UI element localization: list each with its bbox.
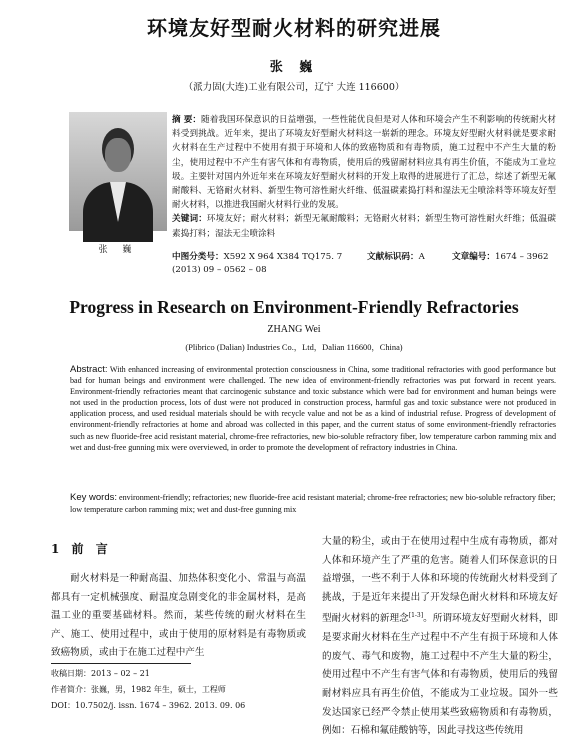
doc-code-row <box>367 250 425 262</box>
affiliation-en: (Plibrico (Dalian) Industries Co.，Ltd，Dalian 116600，China) <box>185 343 403 352</box>
keywords-en <box>70 492 556 515</box>
received-date: 收稿日期：2013 – 02 – 21 <box>51 669 150 678</box>
abstract-en <box>70 364 556 453</box>
abstract-cn-label: 摘 要： <box>172 115 202 125</box>
keywords-cn-text: 环境友好；耐火材料；新型无氟耐酸料；无铬耐火材料；新型生物可溶性耐火纤维；低温碳素捣打料；湿法无尘喷涂料 <box>172 214 556 239</box>
doc-code-label: 文献标识码： <box>367 252 419 262</box>
abstract-en-text: With enhanced increasing of environmental protection consciousness in China, some traditional refractories with good performance but bad for human beings and environment were challenged. The new idea of environment-friendly refractories was put forward in recent years. Environment-friendly refractories meant that carcinogenic substance and toxic substance which were bad for environment and human beings were not used in the production process, lots of dust were not produced in construction process, harmful gas and toxic substance were not produced in application process, and used residual materials should be with recycle value and not be as a kind of industrial refuse. Progress of development of environment-friendly refractories at home and abroad was collected in this paper, and the current status of some environment-friendly refractories such as new fluoride-free acid resistant material, chrome-free refractories, new bio-soluble refractory fiber, low temperature carbon ramming mix and wet and dust-free gunning mix were overviewed, in order to promote the development of refractory industries in China. <box>70 365 556 452</box>
article-no-cont: (2013) 09 – 0562 – 08 <box>172 265 267 275</box>
author-photo <box>69 112 167 231</box>
body-right-text: 大量的粉尘，或由于在使用过程中生成有毒物质，都对人体和环境产生了严重的危害。随着人们环保意识的日益增强，一些不利于人体和环境的传统耐火材料受到了挑战，于是近年来提出了开发绿色耐火材料和环境友好型耐火材料的新理念 <box>322 536 558 625</box>
author-en: ZHANG Wei <box>267 324 321 335</box>
abstract-cn <box>172 113 556 241</box>
paper-title-en: Progress in Research on Environment-Friendly Refractories <box>69 297 519 317</box>
footnote-divider <box>51 663 191 664</box>
author-cn: 张 巍 <box>269 60 319 75</box>
classification-row <box>172 250 342 262</box>
clc-label: 中图分类号： <box>172 252 224 262</box>
author-intro: 作者简介：张巍，男，1982 年生，硕士，工程师 <box>51 685 226 694</box>
body-left-column: 耐火材料是一种耐高温、加热体积变化小、常温与高温都具有一定机械强度、耐温度急剧变化的非金属材料，是高温工业的重要基础材料。然而，某些传统的耐火材料在生产、施工、使用过程中，或由于使用的原材料是有毒物质或致癌物质，或由于在施工过程中产生 <box>51 573 306 659</box>
keywords-cn-label: 关键词： <box>172 214 207 225</box>
body-right-column <box>322 533 558 741</box>
article-no-row <box>452 250 549 262</box>
clc-value: X592 X 964 X384 TQ175. 7 <box>223 252 343 262</box>
article-no-value: 1674 – 3962 <box>494 252 549 262</box>
paper-title-cn: 环境友好型耐火材料的研究进展 <box>147 16 441 40</box>
body-right-text-2: 。所谓环境友好型耐火材料，即是要求耐火材料在生产过程中不产生有损于环境和人体的废气、毒气和废物，施工过程中不产生大量的粉尘，使用过程中不产生有害气体和有毒物质，使用后的残留耐材料应具有再生价值，不能成为工业垃圾。国外一些发达国家已经严令禁止使用某些致癌物质和有毒物质，例如：石棉和氟硅酸钠等，因此寻找这些传统用 <box>322 613 559 737</box>
abstract-cn-text: 随着我国环保意识的日益增强，一些性能优良但是对人体和环境会产生不利影响的传统耐火材料受到挑战。近年来，提出了环境友好型耐火材料这一崭新的理念。环境友好型耐火材料就是要求耐火材料在生产过程中不使用有损于环境和人体的致癌物质和有毒物质，施工过程中不产生大量的粉尘，使用过程中不产生有害气体和有毒物质，使用后的残留耐材料应具有再生价值，不能成为工业垃圾。主要针对国内外近年来在环境友好型耐火材料的开发上取得的进展进行了汇总，综述了新型无氟耐酸料、无铬耐火材料、新型生物可溶性耐火纤维、低温碳素捣打料和湿法无尘喷涂料等环境友好型耐火材料，以推进我国耐火材料行业的发展。 <box>172 115 556 211</box>
keywords-en-text: environment-friendly; refractories; new fluoride-free acid resistant material; chrome-free refractories; new bio-soluble refractory fiber; low temperature carbon ramming mix; wet and dust-free gunning mix <box>70 493 556 514</box>
citation-ref: [1-3] <box>408 612 424 620</box>
doi: DOI：10.7502/j. issn. 1674 – 3962. 2013. 09. 06 <box>51 701 246 710</box>
doc-code-value: A <box>418 252 425 262</box>
article-no-label: 文章编号： <box>452 252 495 262</box>
abstract-en-label: Abstract: <box>70 364 108 375</box>
keywords-en-label: Key words: <box>70 492 117 503</box>
affiliation-cn: （派力固(大连)工业有限公司，辽宁 大连 116600） <box>183 82 405 93</box>
keywords-cn <box>172 212 556 240</box>
photo-caption: 张 巍 <box>98 245 138 255</box>
section-heading: 1 前 言 <box>51 542 112 556</box>
